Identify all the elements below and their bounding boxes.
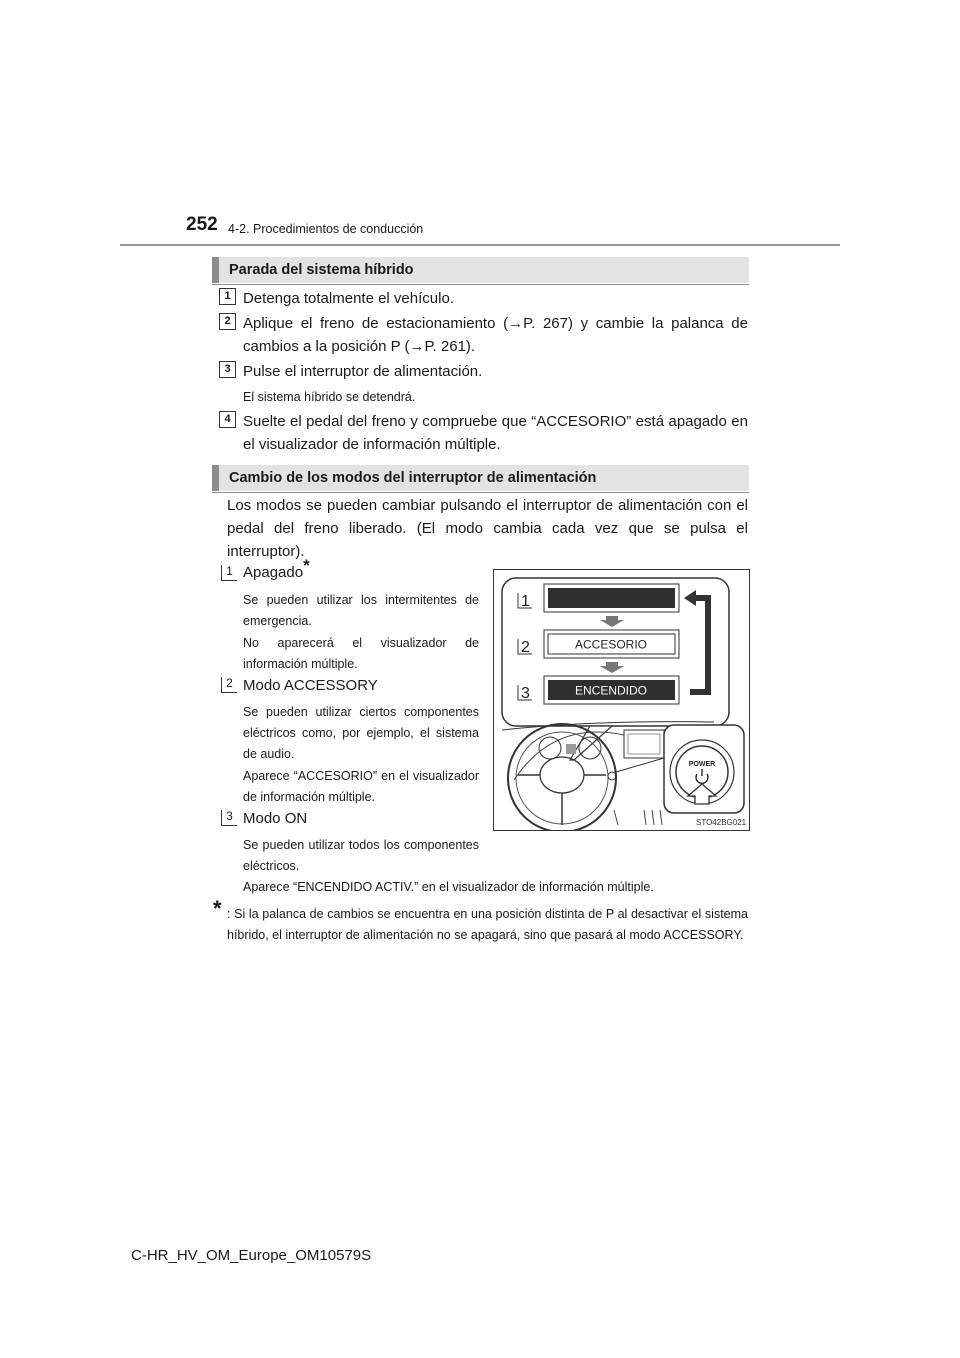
dash-vents [614,810,662,825]
mode-desc-1b: No aparecerá el visualizador de información múltiple. [243,636,479,671]
figure-label-2: 2 [521,639,530,656]
display-accesorio-text: ACCESORIO [574,637,648,652]
center-screen-inner [628,734,660,754]
mode-number-3: 3 [221,810,237,826]
mode-number-1: 1 [221,565,237,581]
mode-desc-3a: Se pueden utilizar todos los componentes eléctricos. [243,838,479,873]
figure-code: STO42BG021 [696,818,747,827]
section-heading-text: Cambio de los modos del interruptor de alimentación [229,470,597,486]
mode-desc-3b: Aparece “ENCENDIDO ACTIV.” en el visualizador de información múltiple. [243,880,654,894]
step-text-3: Pulse el interruptor de alimentación. [243,363,483,380]
chapter-title: 4-2. Procedimientos de conducción [228,222,424,236]
section-heading-text: Parada del sistema híbrido [229,262,414,278]
mode-title-1: Apagado* [243,556,310,581]
figure-label-1: 1 [521,593,530,610]
step-number-1: 1 [219,288,236,305]
power-switch-illustration [493,569,750,831]
mode-title-2: Modo ACCESSORY [243,677,378,694]
mode-desc-1a: Se pueden utilizar los intermitentes de emergencia. [243,593,479,628]
center-display [566,744,576,754]
illustration-svg [494,570,750,831]
step-text-2: Aplique el freno de estacionamiento (→P. 267) y cambie la palanca de cambios a la posición P (→P. 261). [243,315,748,355]
modes-intro: Los modos se pueden cambiar pulsando el interruptor de alimentación con el pedal del freno liberado. (El modo cambia cada vez que se pulsa el interruptor). [227,497,748,560]
footnote-text: : Si la palanca de cambios se encuentra en una posición distinta de P al desactivar el sistema híbrido, el interruptor de alimentación no se apagará, sino que pasará al modo ACCESSORY. [227,907,748,942]
display-encendido-text: ENCENDIDO [574,683,648,698]
power-switch-location [608,772,616,780]
display-off [548,588,675,608]
leader-line [616,758,664,772]
gauge-left [539,737,561,759]
step-number-3: 3 [219,361,236,378]
mode-number-2: 2 [221,677,237,693]
mode-desc-2b: Aparece “ACCESORIO” en el visualizador de información múltiple. [243,769,479,804]
step-text-4: Suelte el pedal del freno y compruebe que “ACCESORIO” está apagado en el visualizador de información múltiple. [243,413,748,453]
header-rule [120,244,840,246]
section-heading-stop [212,257,749,283]
mode-title-3: Modo ON [243,810,308,827]
asterisk: * [303,556,310,575]
footnote-asterisk: * [213,896,222,921]
steering-spokes [518,775,606,825]
callout-pointer [570,726,612,760]
figure-label-3: 3 [521,685,530,702]
step-text-1: Detenga totalmente el vehículo. [243,290,454,307]
steering-hub [540,757,584,793]
step-number-4: 4 [219,411,236,428]
section-heading-modes [212,465,749,491]
document-code: C-HR_HV_OM_Europe_OM10579S [131,1247,372,1264]
power-button-label: POWER [688,761,716,768]
step-number-2: 2 [219,313,236,330]
page-number: 252 [186,214,218,235]
mode-desc-2a: Se pueden utilizar ciertos componentes eléctricos como, por ejemplo, el sistema de audio. [243,705,479,761]
step-note-3: El sistema híbrido se detendrá. [243,390,416,404]
